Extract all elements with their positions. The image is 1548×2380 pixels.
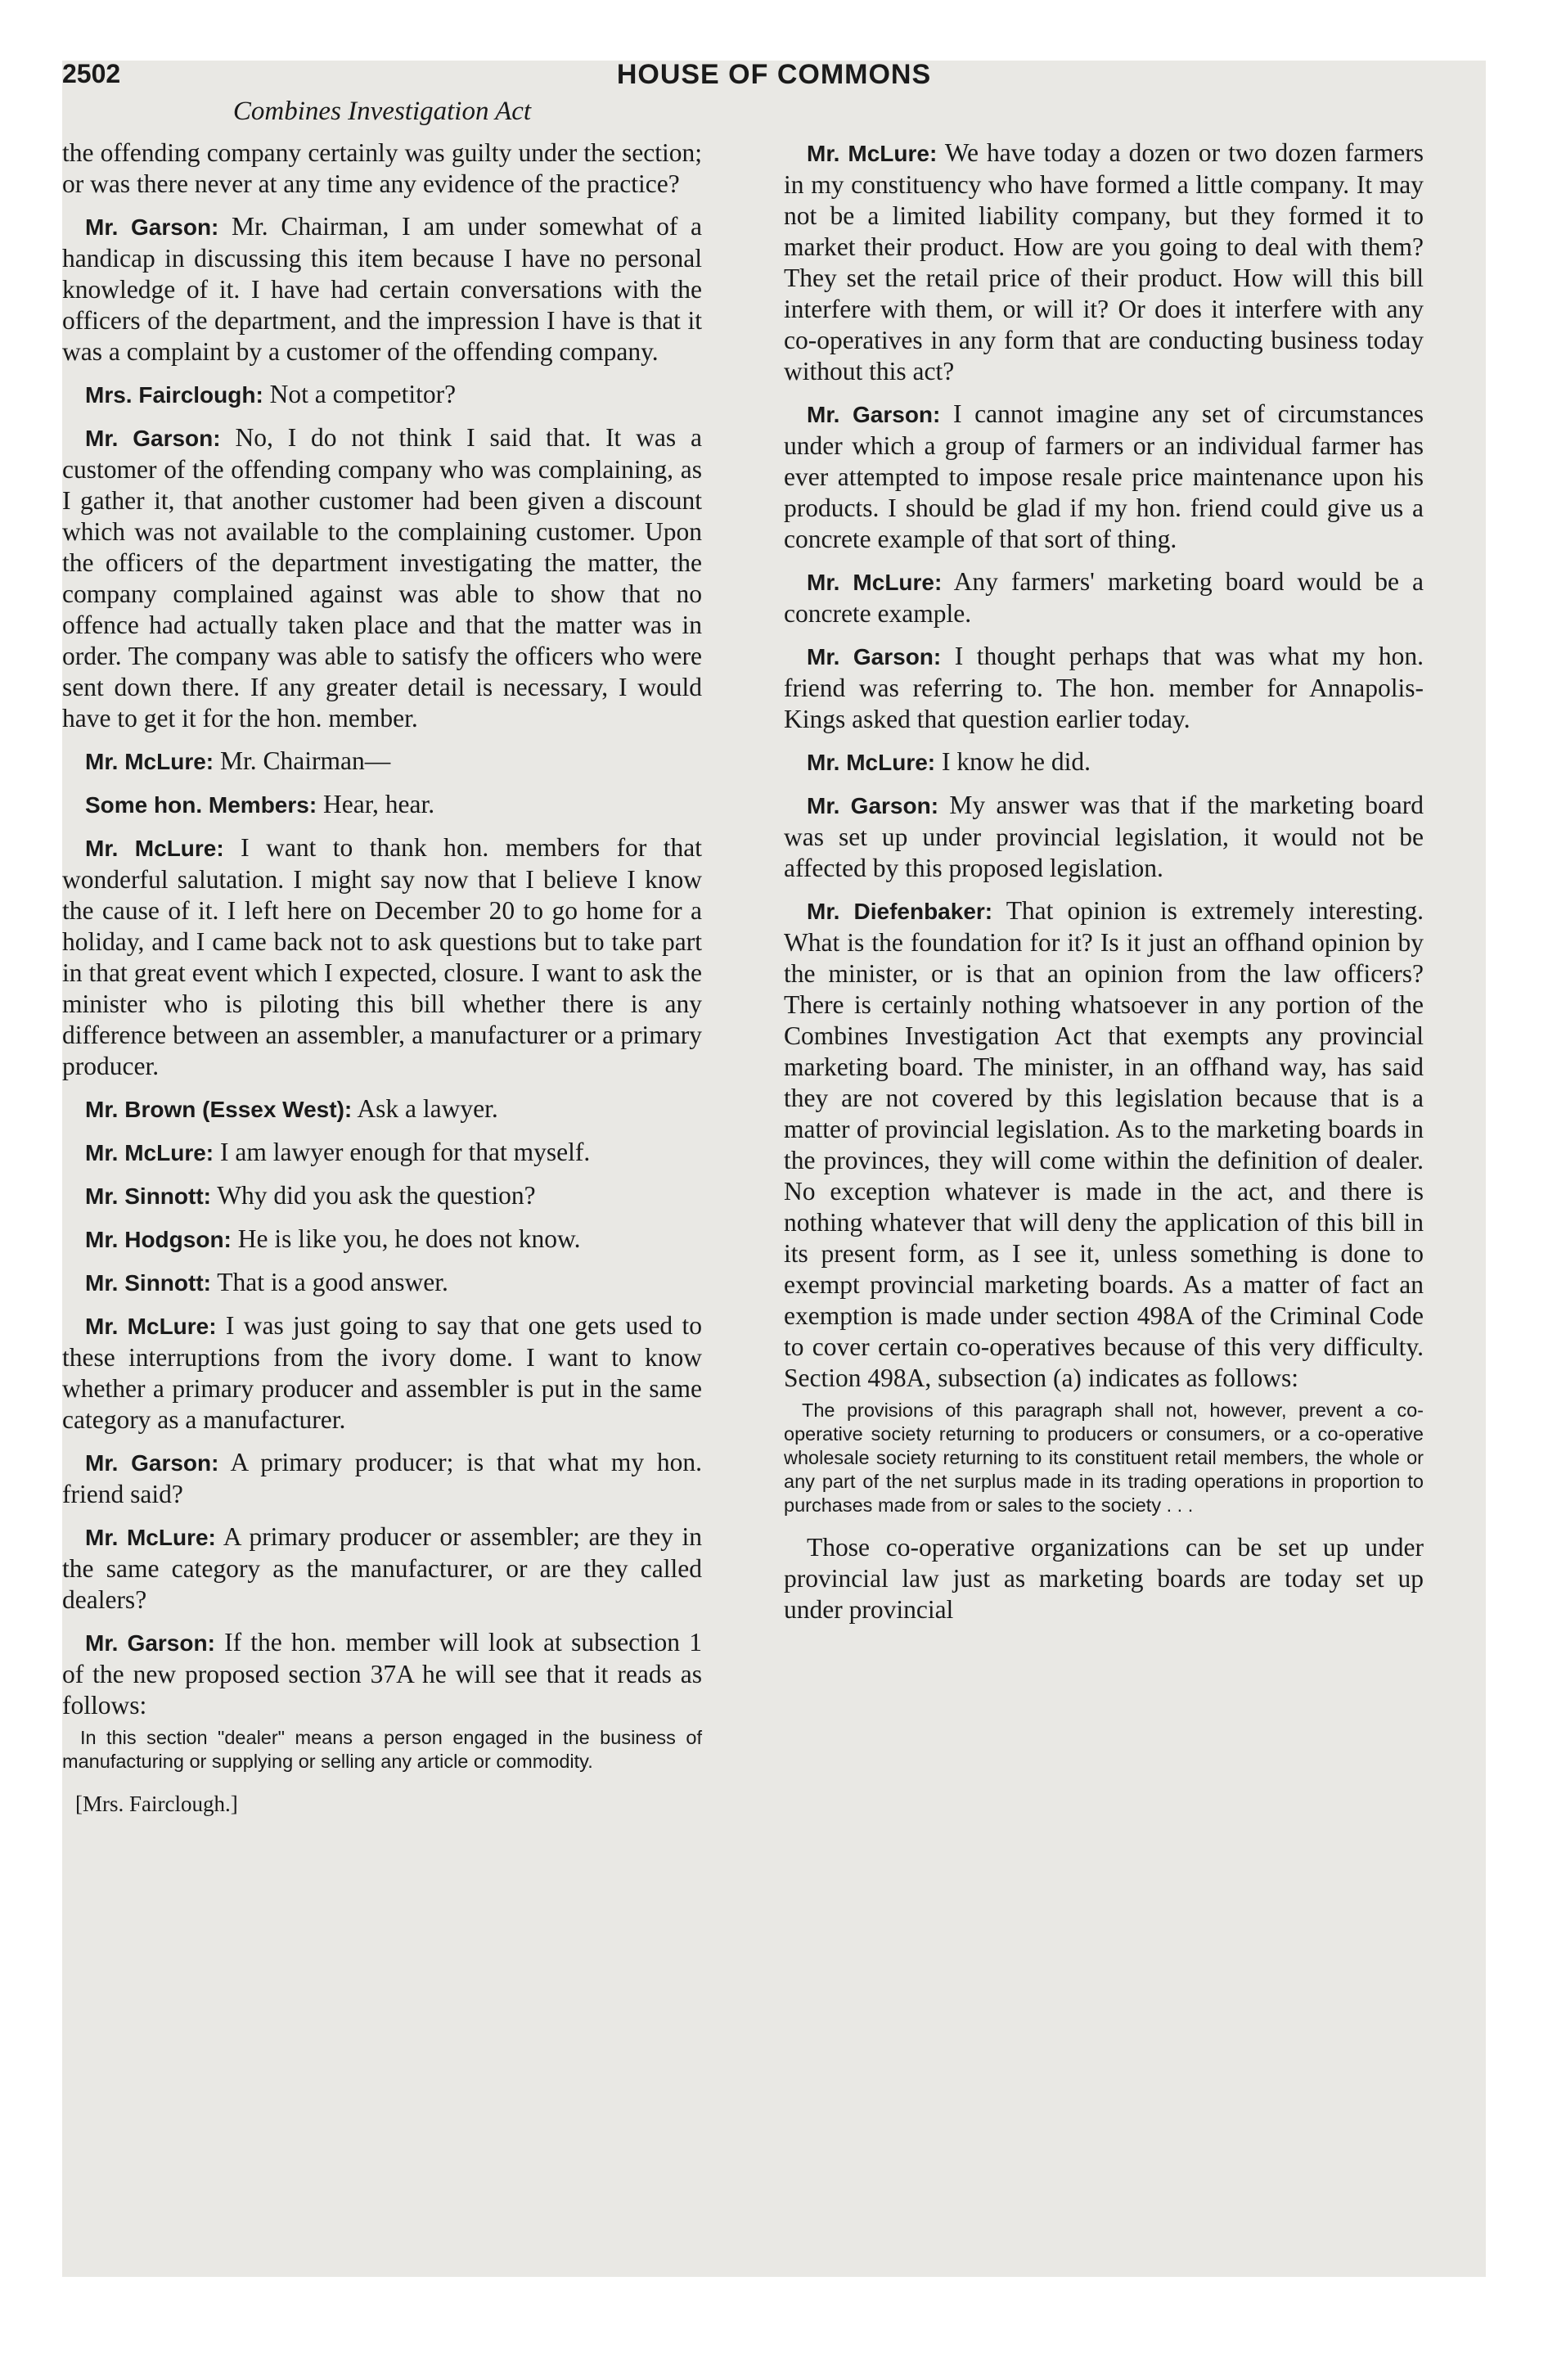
- speech-text: A primary producer; is that what my hon. friend said?: [62, 1448, 702, 1508]
- speaker-name: Mr. McLure:: [85, 1525, 216, 1550]
- speech-text: A primary producer or assembler; are they in the same category as the manufacturer, or are they called dealers?: [62, 1522, 702, 1614]
- speech-text: Those co-operative organizations can be set up under provincial law just as marketing boards are today set up under provincial: [784, 1533, 1424, 1624]
- paragraph: [784, 566, 1424, 629]
- paragraph: [62, 1521, 702, 1616]
- speaker-name: Mr. McLure:: [85, 749, 214, 774]
- speaker-name: Some hon. Members:: [85, 792, 317, 818]
- paragraph: [784, 137, 1424, 387]
- speaker-name: Mr. McLure:: [85, 1140, 214, 1165]
- paragraph: [62, 211, 702, 367]
- speech-text: Mr. Chairman—: [220, 746, 391, 775]
- speech-text: I know he did.: [942, 747, 1091, 776]
- paragraph: [62, 1267, 702, 1299]
- paragraph: [62, 746, 702, 778]
- paragraph: [62, 137, 702, 200]
- speaker-name: Mr. Garson:: [807, 793, 939, 818]
- paragraph: [62, 1180, 702, 1212]
- speech-text: That opinion is extremely interesting. What is the foundation for it? Is it just an offhand opinion by the minister, or is that an opinion from the law officers? There is certainly nothing whatsoever in any portion of the Combines Investigation Act that exempts any provincial marketing board. The minister, in an offhand way, has said they are not covered by this legislation because that is a matter of provincial legislation. As to the marketing boards in the provinces, they will come within the definition of dealer. No exception whatever is made in the act, and there is nothing whatever that will deny the application of this bill in its present form, as I see it, unless something is done to exempt provincial marketing boards. As a matter of fact an exemption is made under section 498A of the Criminal Code to cover certain co-operatives because of this very difficulty. Section 498A, subsection (a) indicates as follows:: [784, 896, 1424, 1392]
- paragraph: [62, 1627, 702, 1721]
- speaker-name: Mr. Diefenbaker:: [807, 899, 993, 924]
- speech-text: Mr. Chairman, I am under somewhat of a handicap in discussing this item because I have no personal knowledge of it. I have had certain conversations with the officers of the department, and the impression I have is that it was a complaint by a customer of the offending company.: [62, 212, 702, 366]
- speech-text: Any farmers' marketing board would be a concrete example.: [784, 567, 1424, 628]
- block-quote: In this section "dealer" means a person engaged in the business of manufacturing or supplying or selling any article or commodity.: [62, 1727, 702, 1772]
- paragraph: [62, 1093, 702, 1125]
- speaker-name: Mr. McLure:: [807, 750, 936, 775]
- paragraph: [784, 399, 1424, 555]
- speech-text: Hear, hear.: [323, 790, 435, 818]
- right-column: [784, 137, 1424, 1637]
- paragraph: [62, 789, 702, 821]
- paragraph: [62, 1137, 702, 1169]
- speaker-name: Mr. Garson:: [807, 402, 941, 427]
- paragraph: [62, 1310, 702, 1436]
- speaker-name: Mr. Garson:: [85, 214, 219, 240]
- section-subhead: Combines Investigation Act: [232, 97, 532, 126]
- speech-text: That is a good answer.: [217, 1268, 448, 1296]
- speaker-name: Mr. McLure:: [85, 1314, 217, 1339]
- speech-text: the offending company certainly was guilty under the section; or was there never at any time any evidence of the practice?: [62, 138, 702, 198]
- paragraph: [62, 1224, 702, 1255]
- left-column: [62, 137, 702, 1819]
- paragraph: [784, 746, 1424, 778]
- speech-text: Ask a lawyer.: [357, 1094, 498, 1123]
- speaker-name: Mrs. Fairclough:: [85, 382, 263, 408]
- speech-text: We have today a dozen or two dozen farmers in my constituency who have formed a little company. It may not be a limited liability company, but they formed it to market their product. How are you going to deal with them? They set the retail price of their product. How will this bill interfere with them, or will it? Or does it interfere with any co-operatives in any form that are conducting business today without this act?: [784, 138, 1424, 385]
- paragraph: [62, 832, 702, 1082]
- paragraph: [784, 641, 1424, 735]
- paragraph: [784, 895, 1424, 1394]
- footer-note: [Mrs. Fairclough.]: [75, 1792, 238, 1816]
- speech-text: I thought perhaps that was what my hon. friend was referring to. The hon. member for Annapolis-Kings asked that question earlier today.: [784, 642, 1424, 733]
- speaker-name: Mr. Brown (Essex West):: [85, 1097, 353, 1122]
- speaker-name: Mr. Garson:: [807, 644, 942, 669]
- speech-text: I was just going to say that one gets used to these interruptions from the ivory dome. I want to know whether a primary producer and assembler is put in the same category as a manufacturer.: [62, 1311, 703, 1434]
- speaker-name: Mr. Garson:: [85, 1630, 215, 1656]
- paragraph: [62, 422, 702, 734]
- speaker-name: Mr. McLure:: [85, 836, 224, 861]
- paragraph: [62, 379, 702, 411]
- speaker-name: Mr. McLure:: [807, 570, 943, 595]
- speech-text: Not a competitor?: [269, 380, 457, 408]
- paragraph: [784, 790, 1424, 884]
- speaker-name: Mr. Sinnott:: [85, 1270, 211, 1296]
- paragraph: [62, 1447, 702, 1510]
- speech-text: I want to thank hon. members for that wonderful salutation. I might say now that I believe I know the cause of it. I left here on December 20 to go home for a holiday, and I came back not to ask questions but to take part in that great event which I expected, closure. I want to ask the minister who is piloting this bill whether there is any difference between an assembler, a manufacturer or a primary producer.: [62, 833, 703, 1080]
- speech-text: If the hon. member will look at subsection 1 of the new proposed section 37A he will see that it reads as follows:: [62, 1628, 703, 1720]
- paragraph: [784, 1532, 1424, 1625]
- running-head: HOUSE OF COMMONS: [616, 59, 932, 90]
- speech-text: I cannot imagine any set of circumstances under which a group of farmers or an individual farmer has ever attempted to impose resale price maintenance upon his products. I should be glad if my hon. friend could give us a concrete example of that sort of thing.: [784, 399, 1424, 553]
- speech-text: My answer was that if the marketing board was set up under provincial legislation, it would not be affected by this proposed legislation.: [784, 791, 1424, 882]
- speech-text: No, I do not think I said that. It was a customer of the offending company who was complaining, as I gather it, that another customer had been given a discount which was not available to the complaining customer. Upon the officers of the department investigating the matter, the company complained against was able to show that no offence had actually taken place and that the matter was in order. The company was able to satisfy the officers who were sent down there. If any greater detail is necessary, I would have to get it for the hon. member.: [62, 423, 703, 732]
- speaker-name: Mr. McLure:: [807, 141, 938, 166]
- speaker-name: Mr. Garson:: [85, 1450, 219, 1476]
- speaker-name: Mr. Sinnott:: [85, 1183, 211, 1209]
- speaker-name: Mr. Garson:: [85, 426, 221, 451]
- speech-text: I am lawyer enough for that myself.: [220, 1138, 591, 1166]
- speaker-name: Mr. Hodgson:: [85, 1227, 232, 1252]
- page-number: 2502: [62, 59, 121, 88]
- block-quote: The provisions of this paragraph shall not, however, prevent a co-operative society returning to producers or consumers, or a co-operative wholesale society returning to its constituent retail members, the whole or any part of the net surplus made in its trading operations in proportion to purchases made from or sales to the society . . .: [784, 1400, 1424, 1516]
- speech-text: He is like you, he does not know.: [237, 1224, 581, 1253]
- speech-text: Why did you ask the question?: [217, 1181, 536, 1210]
